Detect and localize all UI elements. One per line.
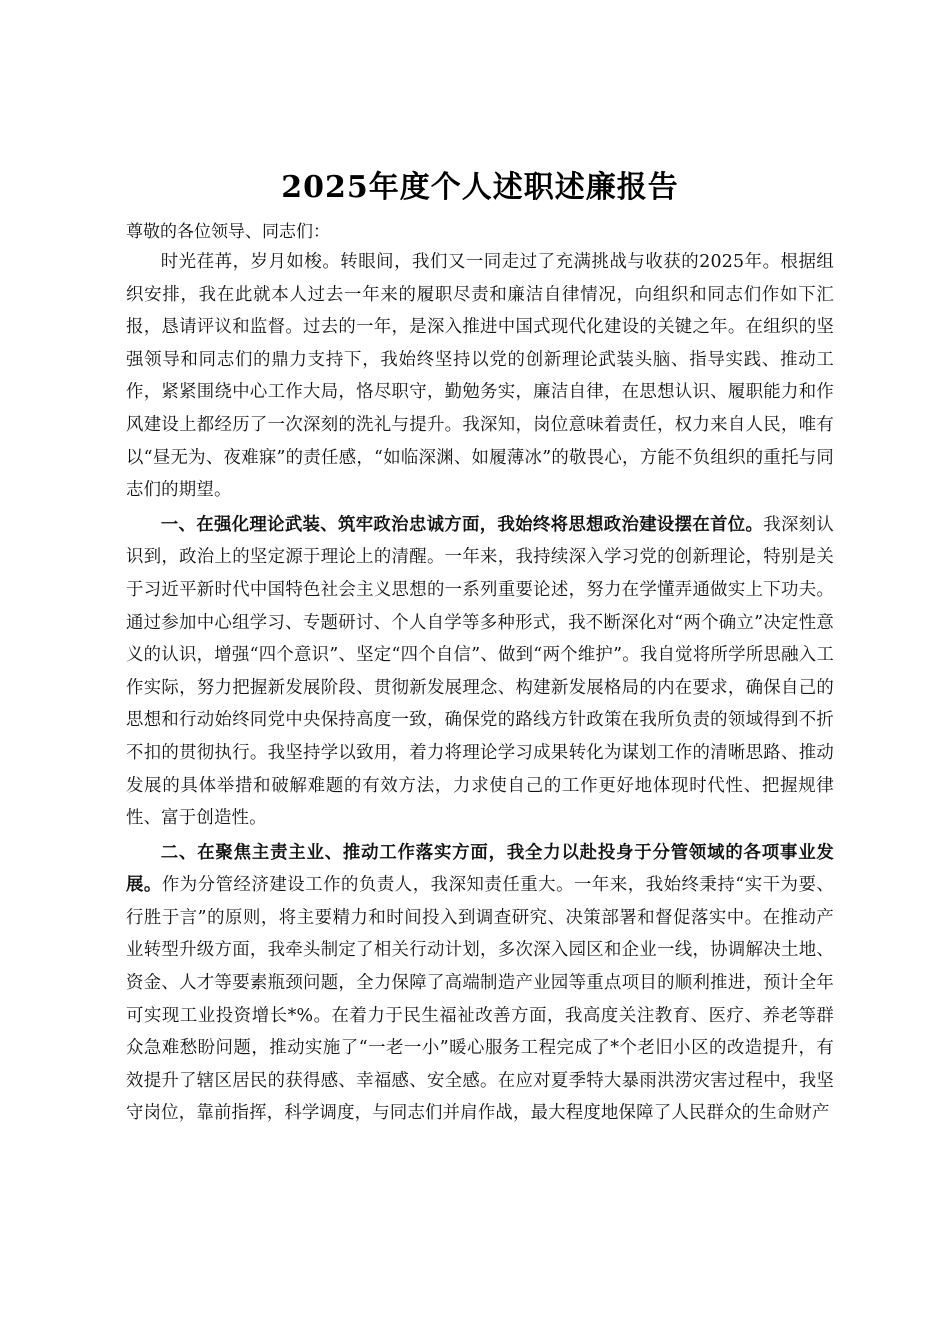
intro-paragraph: 时光荏苒，岁月如梭。转眼间，我们又一同走过了充满挑战与收获的2025年。根据组织安排，我在此就本人过去一年来的履职尽责和廉洁自律情况，向组织和同志们作如下汇报，恳请评议和监督。过去的一年，是深入推进中国式现代化建设的关键之年。在组织的坚强领导和同志们的鼎力支持下，我始终坚持以党的创新理论武装头脑、指导实践、推动工作，紧紧围绕中心工作大局，恪尽职守，勤勉务实，廉洁自律，在思想认识、履职能力和作风建设上都经历了一次深刻的洗礼与提升。我深知，岗位意味着责任，权力来自人民，唯有以“昼无为、夜难寐”的责任感，“如临深渊、如履薄冰”的敬畏心，方能不负组织的重托与同志们的期望。 — [126, 252, 834, 501]
section-2-heading: 二、在聚焦主责主业、推动工作落实方面，我全力以赴投身于分管领域的各项事业发展。 — [126, 842, 834, 896]
section-1-paragraph — [126, 509, 834, 835]
section-2-paragraph — [126, 837, 834, 1130]
section-1-heading: 一、在强化理论武装、筑牢政治忠诚方面，我始终将思想政治建设摆在首位。 — [160, 514, 764, 535]
document-body — [126, 160, 834, 1130]
section-1-body: 我深刻认识到，政治上的坚定源于理论上的清醒。一年来，我持续深入学习党的创新理论，特别是关于习近平新时代中国特色社会主义思想的一系列重要论述，努力在学懂弄通做实上下功夫。通过参加中心组学习、专题研讨、个人自学等多种形式，我不断深化对“两个确立”决定性意义的认识，增强“四个意识”、坚定“四个自信”、做到“两个维护”。我自觉将所学所思融入工作实际，努力把握新发展阶段、贯彻新发展理念、构建新发展格局的内在要求，确保自己的思想和行动始终同党中央保持高度一致，确保党的路线方针政策在我所负责的领域得到不折不扣的贯彻执行。我坚持学以致用，着力将理论学习成果转化为谋划工作的清晰思路、推动发展的具体举措和破解难题的有效方法，力求使自己的工作更好地体现时代性、把握规律性、富于创造性。 — [126, 514, 834, 829]
salutation: 尊敬的各位领导、同志们： — [126, 222, 330, 242]
section-2-body: 作为分管经济建设工作的负责人，我深知责任重大。一年来，我始终秉持“实干为要、行胜于言”的原则，将主要精力和时间投入到调查研究、决策部署和督促落实中。在推动产业转型升级方面，我牵头制定了相关行动计划，多次深入园区和企业一线，协调解决土地、资金、人才等要素瓶颈问题，全力保障了高端制造产业园等重点项目的顺利推进，预计全年可实现工业投资增长*%。在着力于民生福祉改善方面，我高度关注教育、医疗、养老等群众急难愁盼问题，推动实施了“一老一小”暖心服务工程完成了*个老旧小区的改造提升，有效提升了辖区居民的获得感、幸福感、安全感。在应对夏季特大暴雨洪涝灾害过程中，我坚守岗位，靠前指挥，科学调度，与同志们并肩作战，最大程度地保障了人民群众的生命财产 — [126, 875, 834, 1124]
document-title: 2025年度个人述职述廉报告 — [281, 170, 679, 205]
